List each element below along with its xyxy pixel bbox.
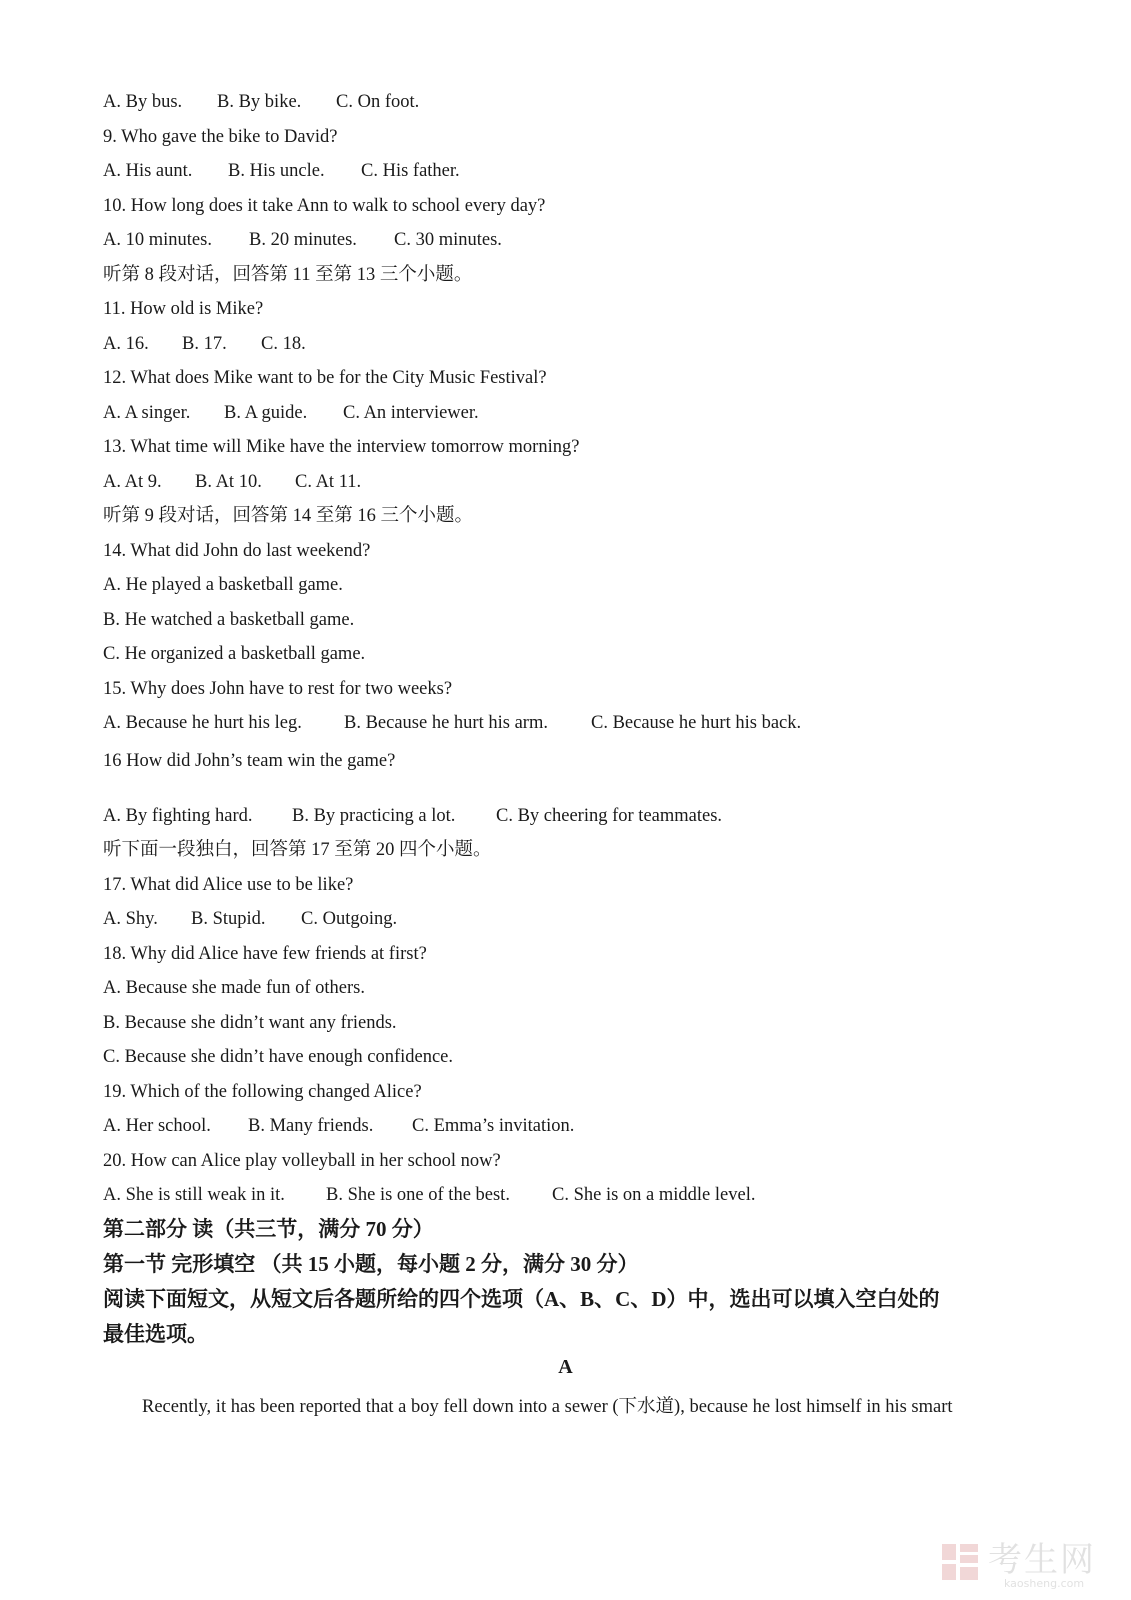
- option-c: C. His father.: [361, 161, 460, 181]
- q19-options: [103, 1114, 574, 1138]
- passage-text: Recently, it has been reported that a boy fell down into a sewer (下水道), because he lost himself in his smart: [142, 1397, 953, 1417]
- option-b: B. By practicing a lot.: [292, 806, 456, 826]
- q18-option-a: A. Because she made fun of others.: [103, 978, 365, 998]
- instructions-line-2: 最佳选项。: [103, 1322, 208, 1346]
- kaosheng-logo-icon: [940, 1542, 980, 1582]
- option-b: B. A guide.: [224, 403, 308, 423]
- option-a: A. By fighting hard.: [103, 806, 253, 826]
- option-a: A. Her school.: [103, 1116, 211, 1136]
- option-c: C. Because he hurt his back.: [591, 713, 802, 733]
- option-c: C. By cheering for teammates.: [496, 806, 723, 826]
- question-17: 17. What did Alice use to be like?: [103, 875, 354, 895]
- option-c: C. At 11.: [295, 472, 362, 492]
- question-18: 18. Why did Alice have few friends at first?: [103, 944, 427, 964]
- instruction-dialogue-9: 听第 9 段对话，回答第 14 至第 16 三个小题。: [103, 506, 474, 526]
- section-one-heading: 第一节 完形填空 （共 15 小题，每小题 2 分，满分 30 分）: [103, 1252, 639, 1276]
- watermark-text: 考生网: [988, 1540, 1096, 1580]
- option-b: B. At 10.: [195, 472, 262, 492]
- q12-options: [103, 401, 479, 425]
- option-c: C. Emma’s invitation.: [412, 1116, 575, 1136]
- question-20: 20. How can Alice play volleyball in her school now?: [103, 1151, 501, 1171]
- question-12: 12. What does Mike want to be for the City Music Festival?: [103, 368, 547, 388]
- q15-options: [103, 711, 801, 735]
- question-13: 13. What time will Mike have the interview tomorrow morning?: [103, 437, 580, 457]
- option-b: B. 20 minutes.: [249, 230, 357, 250]
- option-b: B. Because he hurt his arm.: [344, 713, 548, 733]
- q20-options: [103, 1183, 755, 1207]
- q10-options: [103, 228, 502, 252]
- q11-options: [103, 332, 306, 356]
- option-c: C. 30 minutes.: [394, 230, 502, 250]
- question-14: 14. What did John do last weekend?: [103, 541, 371, 561]
- option-a: A. Shy.: [103, 909, 158, 929]
- option-a: A. Because he hurt his leg.: [103, 713, 302, 733]
- option-a: A. 10 minutes.: [103, 230, 212, 250]
- q13-options: [103, 470, 361, 494]
- option-a: A. At 9.: [103, 472, 162, 492]
- option-c: C. She is on a middle level.: [552, 1185, 756, 1205]
- option-b: B. By bike.: [217, 92, 302, 112]
- option-c: C. 18.: [261, 334, 306, 354]
- option-a: A. 16.: [103, 334, 149, 354]
- q8-options: [103, 90, 419, 114]
- question-9: 9. Who gave the bike to David?: [103, 127, 338, 147]
- watermark: [940, 1540, 1120, 1592]
- question-10: 10. How long does it take Ann to walk to school every day?: [103, 196, 546, 216]
- option-c: C. Outgoing.: [301, 909, 398, 929]
- q14-option-c: C. He organized a basketball game.: [103, 644, 366, 664]
- option-b: B. She is one of the best.: [326, 1185, 510, 1205]
- q16-options: [103, 804, 722, 828]
- option-a: A. By bus.: [103, 92, 183, 112]
- question-15: 15. Why does John have to rest for two weeks?: [103, 679, 453, 699]
- option-b: B. His uncle.: [228, 161, 325, 181]
- question-16: 16 How did John’s team win the game?: [103, 751, 396, 771]
- q17-options: [103, 907, 397, 931]
- option-a: A. A singer.: [103, 403, 191, 423]
- option-b: B. 17.: [182, 334, 227, 354]
- q18-option-c: C. Because she didn’t have enough confidence.: [103, 1047, 454, 1067]
- q14-option-a: A. He played a basketball game.: [103, 575, 343, 595]
- option-b: B. Many friends.: [248, 1116, 374, 1136]
- option-a: A. His aunt.: [103, 161, 193, 181]
- q14-option-b: B. He watched a basketball game.: [103, 610, 355, 630]
- passage-title: A: [558, 1356, 573, 1378]
- instructions-line-1: 阅读下面短文，从短文后各题所给的四个选项（A、B、C、D）中，选出可以填入空白处的: [103, 1287, 940, 1311]
- instruction-monologue: 听下面一段独白，回答第 17 至第 20 四个小题。: [103, 840, 492, 860]
- option-c: C. An interviewer.: [343, 403, 479, 423]
- option-a: A. She is still weak in it.: [103, 1185, 285, 1205]
- part-two-heading: 第二部分 读（共三节，满分 70 分）: [103, 1217, 434, 1241]
- option-b: B. Stupid.: [191, 909, 266, 929]
- option-c: C. On foot.: [336, 92, 420, 112]
- q9-options: [103, 159, 460, 183]
- question-19: 19. Which of the following changed Alice?: [103, 1082, 422, 1102]
- watermark-url: kaosheng.com: [1004, 1577, 1085, 1590]
- q18-option-b: B. Because she didn’t want any friends.: [103, 1013, 397, 1033]
- instruction-dialogue-8: 听第 8 段对话，回答第 11 至第 13 三个小题。: [103, 265, 473, 285]
- question-11: 11. How old is Mike?: [103, 299, 264, 319]
